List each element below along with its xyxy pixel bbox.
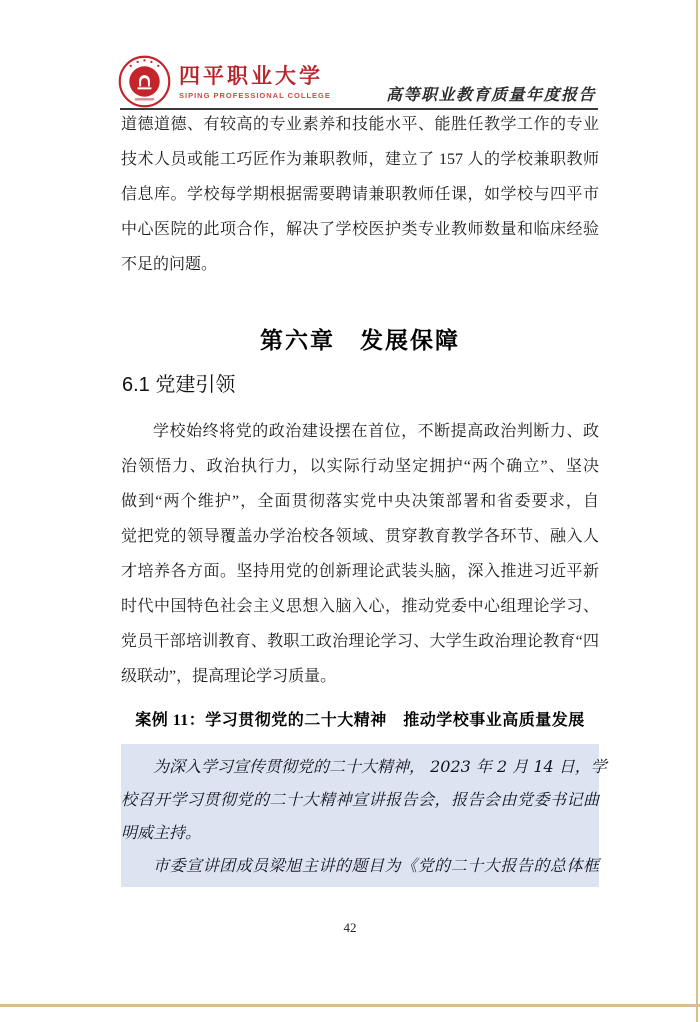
case-paragraph-2	[121, 849, 599, 882]
text-line: 校召开学习贯彻党的二十大精神宣讲报告会，报告会由党委书记曲	[121, 790, 599, 809]
text-line: 学校始终将党的政治建设摆在首位，不断提高政治判断力、政	[153, 423, 599, 440]
section-title: 6.1 党建引领	[122, 374, 236, 396]
text-line: 道德道德、有较高的专业素养和技能水平、能胜任教学工作的专业	[121, 116, 599, 133]
university-logo	[118, 55, 331, 108]
university-name-en: SIPING PROFESSIONAL COLLEGE	[179, 91, 331, 100]
case-highlight-block	[121, 744, 607, 887]
page-edge-line-right	[696, 0, 698, 1022]
university-name-cn: 四平职业大学	[179, 64, 323, 88]
text-line: 做到“两个维护”，全面贯彻落实党中央决策部署和省委要求，自	[121, 493, 599, 510]
text-line: 信息库。学校每学期根据需要聘请兼职教师任课，如学校与四平市	[121, 186, 599, 203]
page-number: 42	[343, 920, 357, 935]
text-line: 时代中国特色社会主义思想入脑入心，推动党委中心组理论学习、	[121, 598, 599, 615]
case-11-heading: 案例 11：学习贯彻党的二十大精神 推动学校事业高质量发展	[135, 712, 585, 729]
text-line: 级联动”，提高理论学习质量。	[121, 668, 337, 685]
text-line: 中心医院的此项合作，解决了学校医护类专业教师数量和临床经验	[121, 221, 599, 238]
text-line: 明威主持。	[121, 823, 202, 842]
chapter-title: 第六章 发展保障	[260, 327, 460, 353]
text-line: 不足的问题。	[121, 256, 218, 273]
paragraph-party-building	[121, 414, 599, 694]
text-line: 治领悟力、政治执行力，以实际行动坚定拥护“两个确立”、坚决	[121, 458, 599, 475]
paragraph-faculty-info	[121, 107, 599, 282]
report-title-header: 高等职业教育质量年度报告	[385, 87, 596, 104]
text-line: 党员干部培训教育、教职工政治理论学习、大学生政治理论教育“四	[121, 633, 599, 650]
text-line: 技术人员或能工巧匠作为兼职教师，建立了 157 人的学校兼职教师	[121, 151, 599, 168]
case-paragraph-1	[121, 750, 607, 849]
university-seal-icon	[118, 55, 171, 108]
text-line: 为深入学习宣传贯彻党的二十大精神， 2023 年 2 月 14 日，学	[153, 757, 607, 776]
page-header	[118, 55, 598, 107]
text-line: 才培养各方面。坚持用党的创新理论武装头脑，深入推进习近平新	[121, 563, 599, 580]
page-edge-line-bottom	[0, 1004, 700, 1007]
text-line: 觉把党的领导覆盖办学治校各领域、贯穿教育教学各环节、融入人	[121, 528, 599, 545]
logo-text	[179, 63, 331, 100]
text-line: 市委宣讲团成员梁旭主讲的题目为《党的二十大报告的总体框	[153, 856, 599, 875]
